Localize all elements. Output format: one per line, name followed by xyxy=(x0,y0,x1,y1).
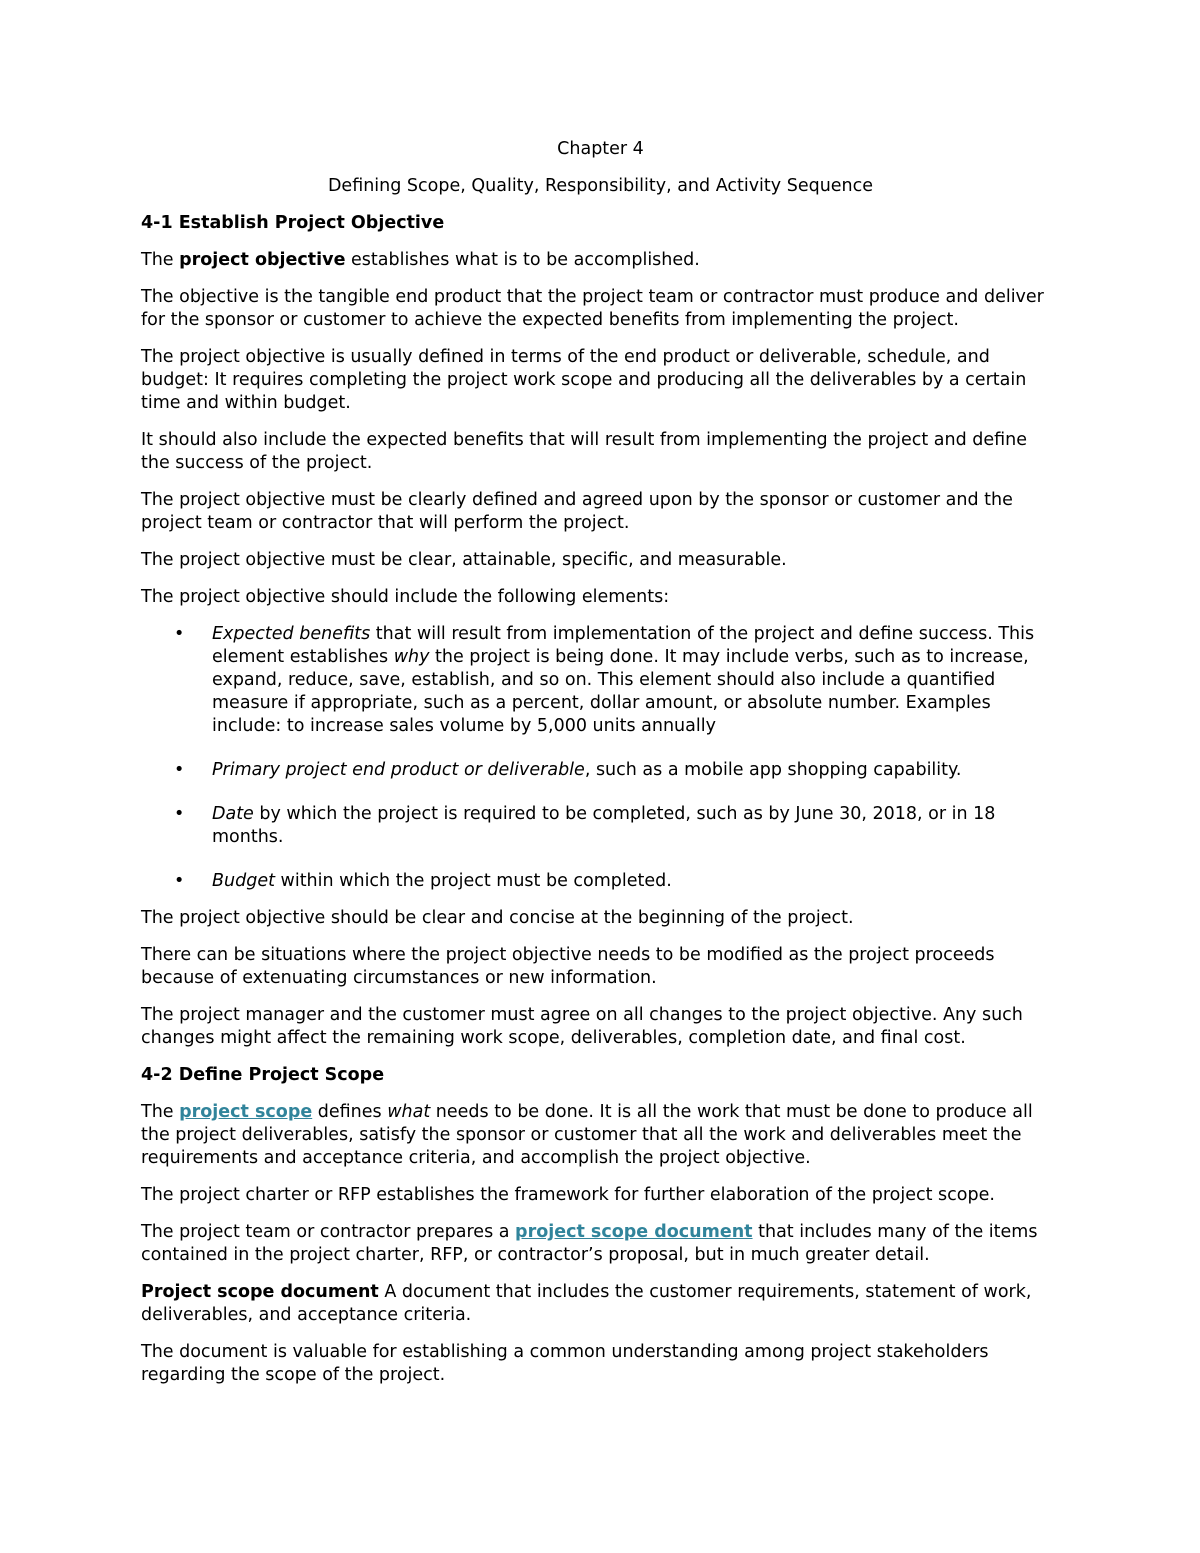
paragraph: There can be situations where the project objective needs to be modified as the project proceeds because of extenuating circumstances or new information. xyxy=(141,945,995,988)
paragraph: The project charter or RFP establishes the framework for further elaboration of the project scope. xyxy=(141,1185,995,1205)
paragraph xyxy=(141,1281,1060,1327)
paragraph-text: The project team or contractor prepares a xyxy=(141,1222,516,1242)
paragraph: It should also include the expected benefits that will result from implementing the project and define the success of the project. xyxy=(141,430,1028,473)
paragraph xyxy=(141,1101,1060,1170)
list-item xyxy=(141,759,1060,782)
bold-term: project objective xyxy=(179,250,346,270)
paragraph-text: A document that includes the customer requirements, statement of work, deliverables, and acceptance criteria. xyxy=(141,1282,1032,1325)
paragraph-text: The xyxy=(141,1102,180,1122)
italic-term: why xyxy=(393,647,430,667)
italic-term: Date xyxy=(212,804,254,824)
paragraph-text: needs to be done. It is all the work that must be done to produce all the project deliverables, satisfy the sponsor or customer that all the work and deliverables meet the requirements and acceptance criteria, and accomplish the project objective. xyxy=(141,1102,1033,1168)
objective-elements-list xyxy=(141,623,1060,893)
paragraph: The project objective should include the following elements: xyxy=(141,587,670,607)
list-item-text: within which the project must be completed. xyxy=(274,871,672,891)
list-item-text: that will result from implementation of the project and define success. This element establishes xyxy=(212,624,1035,667)
italic-term: Budget xyxy=(212,871,275,891)
bold-term: Project scope document xyxy=(141,1282,379,1302)
list-item xyxy=(141,870,1060,893)
paragraph: The project objective should be clear and concise at the beginning of the project. xyxy=(141,908,854,928)
paragraph: The project objective must be clearly defined and agreed upon by the sponsor or customer and the project team or contractor that will perform the project. xyxy=(141,490,1013,533)
paragraph: The project objective is usually defined in terms of the end product or deliverable, schedule, and budget: It requires completing the project work scope and producing all the deliverables by a certain time and within budget. xyxy=(141,347,1027,413)
bullet-icon: • xyxy=(174,871,185,891)
section-heading-4-2: 4-2 Define Project Scope xyxy=(141,1065,385,1085)
paragraph-text: The xyxy=(141,250,180,270)
paragraph: The project manager and the customer must agree on all changes to the project objective. Any such changes might affect the remaining work scope, deliverables, completion date, and final cost. xyxy=(141,1005,1023,1048)
bullet-icon: • xyxy=(174,804,185,824)
paragraph-text: establishes what is to be accomplished. xyxy=(345,250,700,270)
list-item xyxy=(141,803,1060,849)
italic-term: what xyxy=(387,1102,431,1122)
bullet-icon: • xyxy=(174,760,185,780)
project-scope-document-link[interactable]: project scope document xyxy=(515,1222,753,1242)
list-item-text: by which the project is required to be completed, such as by June 30, 2018, or in 18 months. xyxy=(212,804,996,847)
project-scope-link[interactable]: project scope xyxy=(179,1102,313,1122)
section-heading-4-1: 4-1 Establish Project Objective xyxy=(141,213,445,233)
bullet-icon: • xyxy=(174,624,185,644)
list-item xyxy=(141,623,1060,738)
paragraph: The project objective must be clear, attainable, specific, and measurable. xyxy=(141,550,787,570)
paragraph-text: that includes many of the items contained in the project charter, RFP, or contractor’s proposal, but in much greater detail. xyxy=(141,1222,1038,1265)
paragraph xyxy=(141,1221,1060,1267)
paragraph-text: defines xyxy=(312,1102,388,1122)
list-item-text: , such as a mobile app shopping capability. xyxy=(584,760,962,780)
chapter-label: Chapter 4 xyxy=(557,139,644,159)
paragraph: The document is valuable for establishing a common understanding among project stakeholders regarding the scope of the project. xyxy=(141,1342,989,1385)
italic-term: Primary project end product or deliverable xyxy=(212,760,585,780)
paragraph xyxy=(141,249,1060,272)
paragraph: The objective is the tangible end product that the project team or contractor must produce and deliver for the sponsor or customer to achieve the expected benefits from implementing the project. xyxy=(141,287,1044,330)
chapter-title: Defining Scope, Quality, Responsibility, and Activity Sequence xyxy=(327,176,874,196)
list-item-text: the project is being done. It may include verbs, such as to increase, expand, reduce, save, establish, and so on. This element should also include a quantified measure if appropriate, such as a percent, dollar amount, or absolute number. Examples include: to increase sales volume by 5,000 units annually xyxy=(212,647,1029,736)
italic-term: Expected benefits xyxy=(212,624,371,644)
